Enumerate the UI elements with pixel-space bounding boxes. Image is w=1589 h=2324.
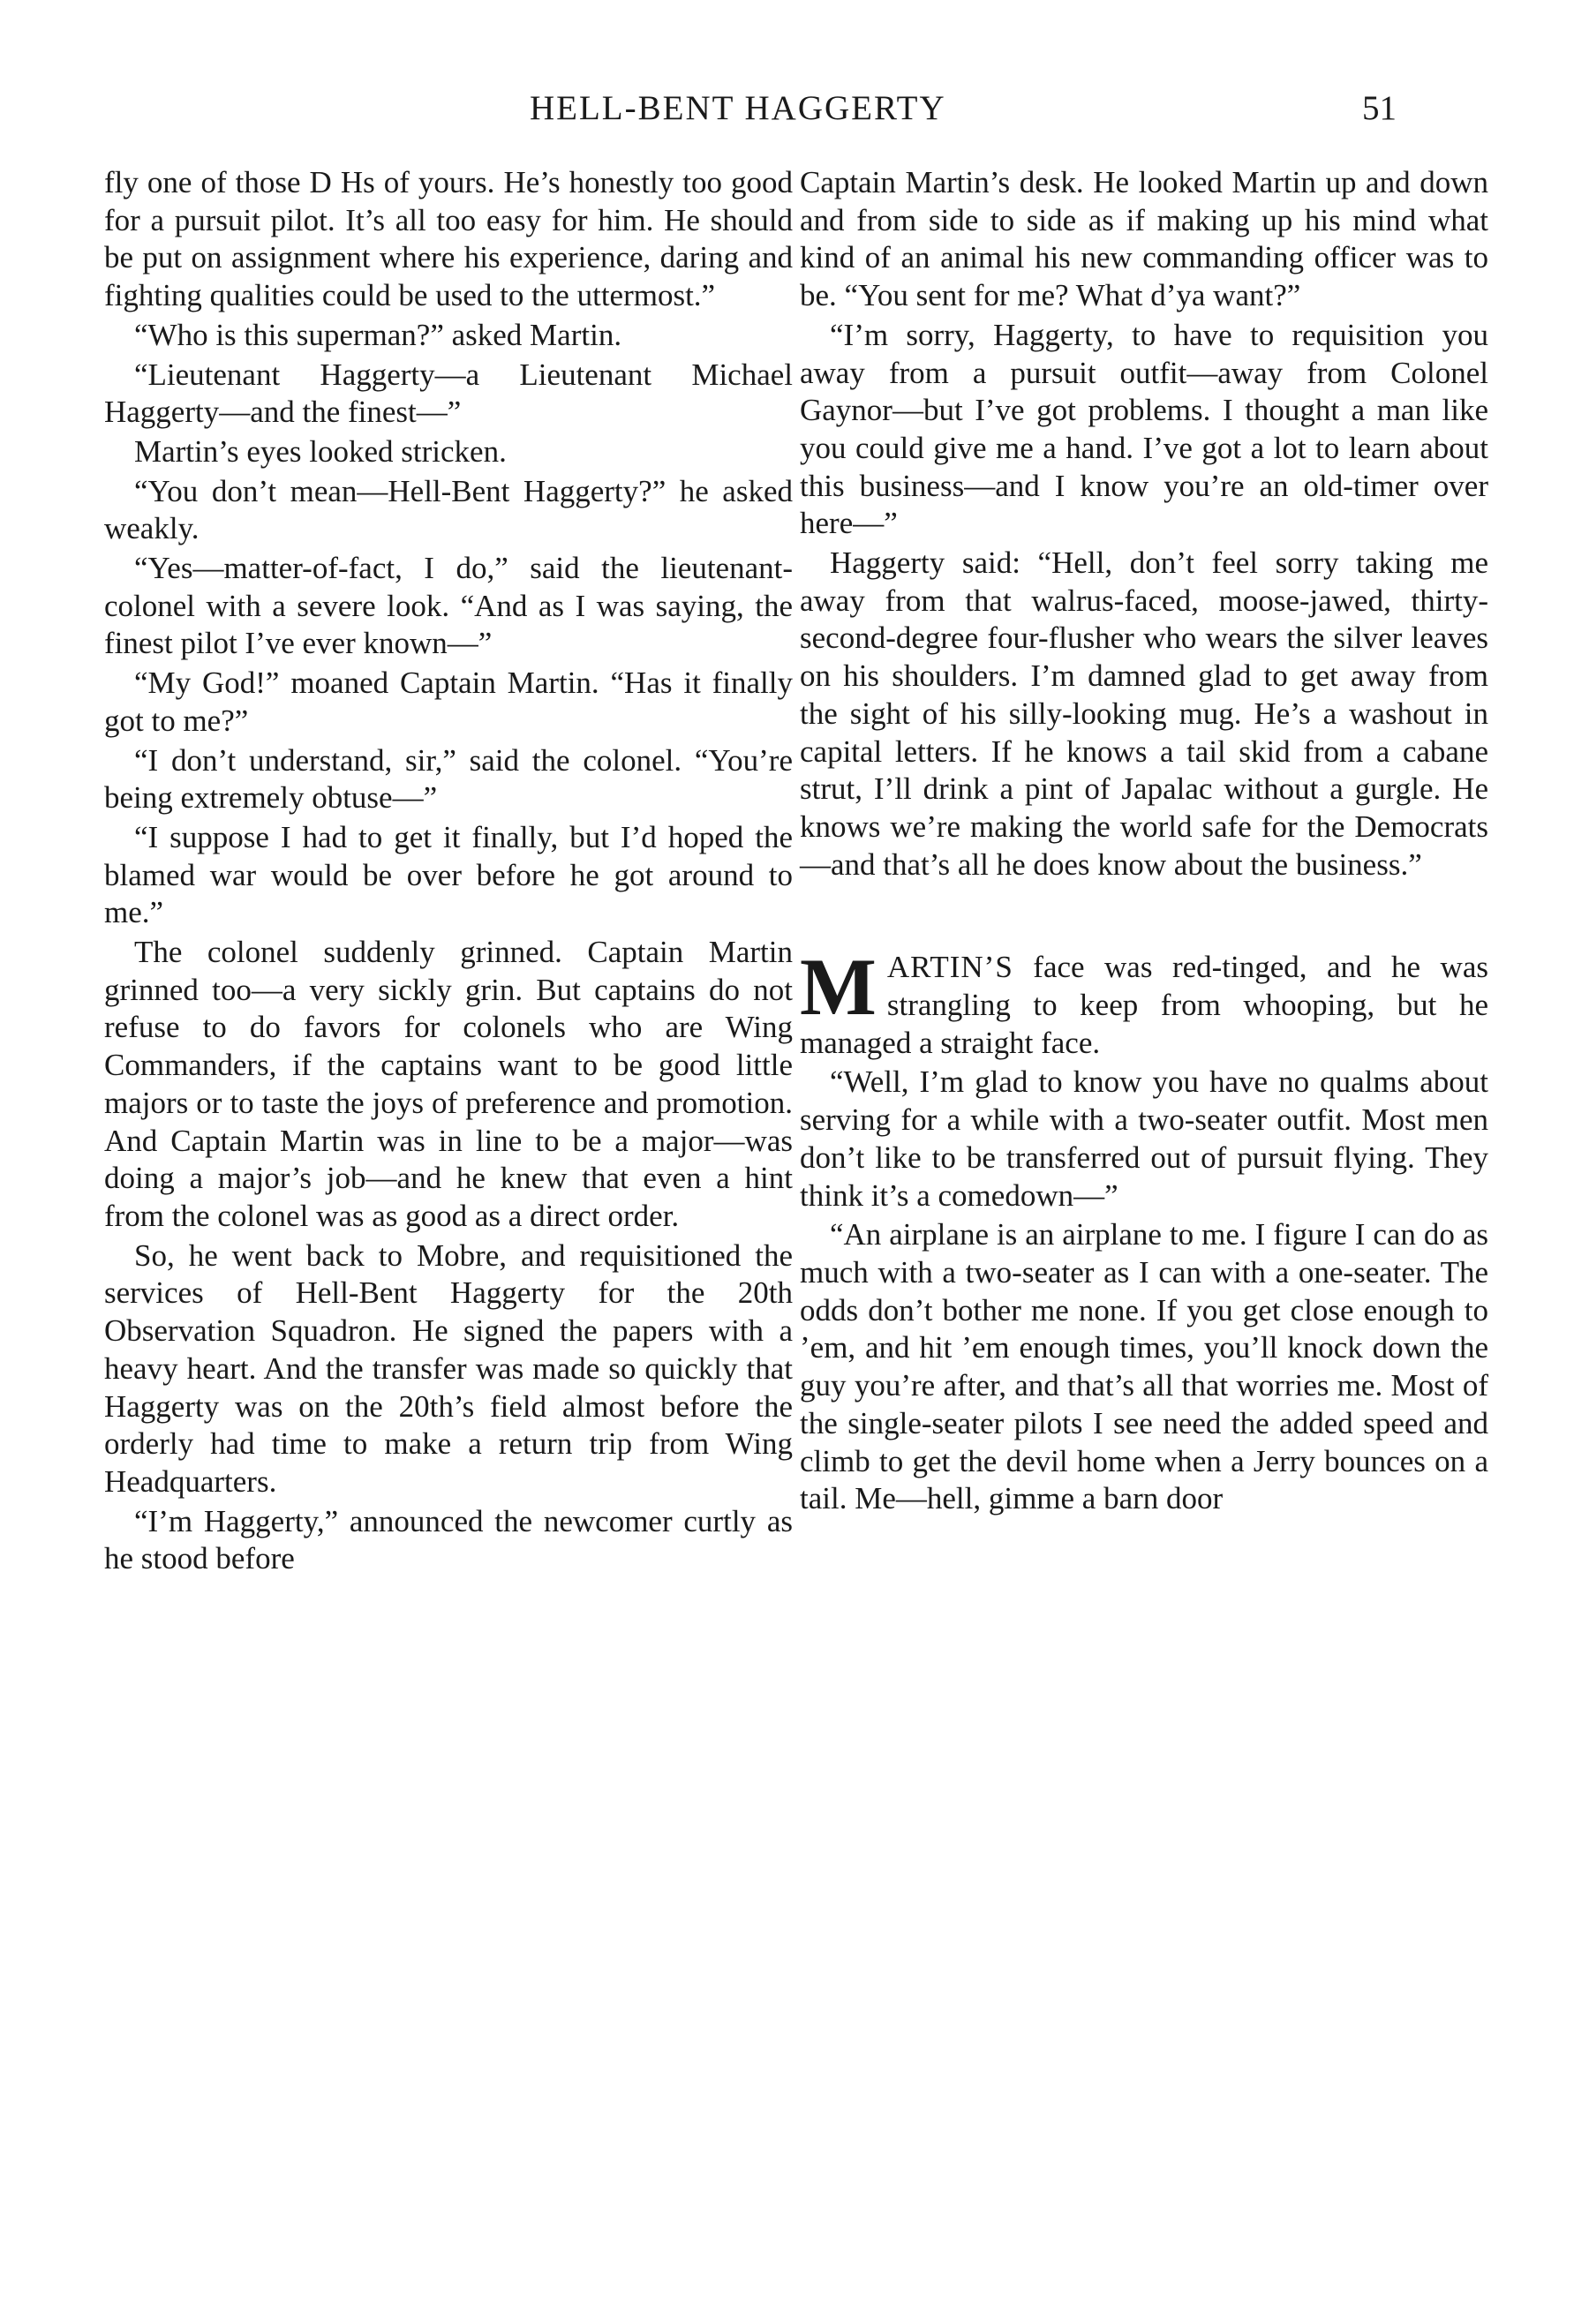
page-number: 51 xyxy=(1362,89,1397,127)
paragraph: So, he went back to Mobre, and requisitioned the services of Hell-Bent Haggerty for the 20th Observation Squadron. He signed the papers with a heavy heart. And the transfer was made so quickly that Haggerty was on the 20th’s field almost before the orderly had time to make a return trip from Wing Headquarters. xyxy=(104,1237,793,1499)
paragraph: Haggerty said: “Hell, don’t feel sorry taking me away from that walrus-faced, moose-jawed, thirty-second-degree four-flusher who wears the silver leaves on his shoulders. I’m damned glad to get away from the sight of his silly-looking mug. He’s a washout in capital letters. If he knows a tail skid from a cabane strut, I’ll drink a pint of Japalac without a gurgle. He knows we’re making the world safe for the Democrats—and that’s all he does know about the business.” xyxy=(800,545,1488,882)
section-break xyxy=(800,885,1488,949)
running-title: HELL-BENT HAGGERTY xyxy=(530,89,946,127)
paragraph: “My God!” moaned Captain Martin. “Has it finally got to me?” xyxy=(104,666,793,738)
paragraph: Martin’s eyes looked stricken. xyxy=(134,433,507,469)
drop-cap-word-rest: ARTIN’S xyxy=(886,950,1013,985)
paragraph: “I don’t understand, sir,” said the colonel. “You’re being extremely obtuse—” xyxy=(104,742,793,816)
running-head xyxy=(0,88,1589,141)
right-column-top xyxy=(800,164,1488,884)
right-column-bottom xyxy=(800,1064,1488,1517)
paragraph: fly one of those D Hs of yours. He’s honestly too good for a pursuit pilot. It’s all too easy for him. He should be put on assignment where his experience, daring and fighting qualities could be used to the uttermost.” xyxy=(104,165,793,313)
paragraph: Captain Martin’s desk. He looked Martin up and down and from side to side as if making up his mind what kind of an animal his new commanding officer was to be. “You sent for me? What d’ya want?” xyxy=(800,165,1488,313)
paragraph: “I’m sorry, Haggerty, to have to requisition you away from a pursuit outfit—away from Colonel Gaynor—but I’ve got problems. I thought a man like you could give me a hand. I’ve got a lot to learn about this business—and I know you’re an old-timer over here—” xyxy=(800,317,1488,541)
paragraph: “You don’t mean—Hell-Bent Haggerty?” he asked weakly. xyxy=(104,473,793,546)
paragraph: “Well, I’m glad to know you have no qualms about serving for a while with a two-seater outfit. Most men don’t like to be transferred out of pursuit flying. They think it’s a comedown—” xyxy=(800,1064,1488,1213)
paragraph: “An airplane is an airplane to me. I figure I can do as much with a two-seater as I can with a one-seater. The odds don’t bother me none. If you get close enough to ’em, and hit ’em enough times, you’ll knock down the guy you’re after, and that’s all that worries me. Most of the single-seater pilots I see need the added speed and climb to get the devil home when a Jerry bounces on a tail. Me—hell, gimme a barn door xyxy=(800,1217,1488,1516)
paragraph: “I’m Haggerty,” announced the newcomer curtly as he stood before xyxy=(104,1503,793,1576)
paragraph: “Lieutenant Haggerty—a Lieutenant Michael Haggerty—and the finest—” xyxy=(104,357,793,430)
right-column xyxy=(800,164,1488,1520)
drop-cap: M xyxy=(800,942,877,1033)
paragraph: The colonel suddenly grinned. Captain Martin grinned too—a very sickly grin. But captains do not refuse to do favors for colonels who are Wing Commanders, if the captains want to be good little majors or to taste the joys of preference and promotion. And Captain Martin was in line to be a major—was doing a major’s job—and he knew that even a hint from the colonel was as good as a direct order. xyxy=(104,935,793,1233)
section-opening-text: face was red-tinged, and he was strangling to keep from whooping, but he managed a straight face. xyxy=(800,950,1488,1060)
section-opening-paragraph xyxy=(800,942,1488,1062)
paragraph: “Who is this superman?” asked Martin. xyxy=(134,317,622,352)
paragraph: “Yes—matter-of-fact, I do,” said the lieutenant-colonel with a severe look. “And as I was saying, the finest pilot I’ve ever known—” xyxy=(104,551,793,661)
left-column xyxy=(104,164,793,1580)
paragraph: “I suppose I had to get it finally, but I’d hoped the blamed war would be over before he got around to me.” xyxy=(104,819,793,930)
